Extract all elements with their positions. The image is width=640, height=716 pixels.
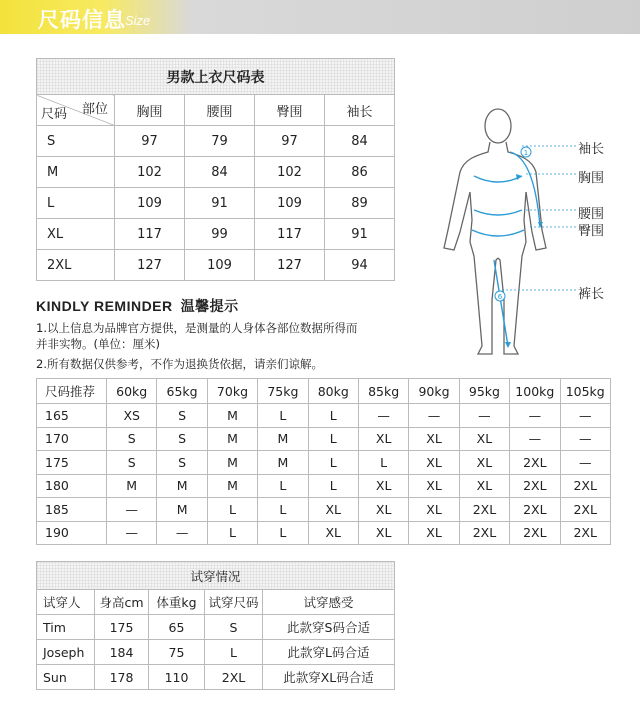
recommend-cell: L: [308, 427, 358, 451]
weight-header: 95kg: [459, 379, 509, 404]
recommend-cell: —: [107, 521, 157, 545]
size-label: XL: [37, 219, 115, 250]
recommend-cell: L: [207, 521, 257, 545]
recommend-row: [37, 521, 611, 545]
marker-1-text: 1: [523, 149, 529, 157]
try-on-cell: 2XL: [205, 665, 263, 690]
size-column-header: 臀围: [255, 95, 325, 126]
recommend-cell: S: [107, 451, 157, 475]
weight-header: 60kg: [107, 379, 157, 404]
size-label: S: [37, 126, 115, 157]
recommend-cell: S: [107, 427, 157, 451]
recommend-cell: M: [107, 474, 157, 498]
recommend-cell: XL: [409, 451, 459, 475]
try-on-cell: 184: [95, 640, 149, 665]
reminder-note-1a: 1.以上信息为品牌官方提供，是测量的人身体各部位数据所得而: [36, 321, 358, 335]
recommend-cell: M: [207, 427, 257, 451]
size-value: 84: [325, 126, 395, 157]
try-on-cell: L: [205, 640, 263, 665]
size-value: 102: [115, 157, 185, 188]
size-value: 127: [255, 250, 325, 281]
recommend-cell: XS: [107, 404, 157, 428]
try-on-cell: 65: [149, 615, 205, 640]
recommend-cell: L: [258, 474, 308, 498]
recommend-cell: M: [258, 451, 308, 475]
recommend-cell: S: [157, 451, 207, 475]
recommend-cell: 2XL: [560, 521, 610, 545]
reminder-note-2: 2.所有数据仅供参考，不作为退换货依据，请亲们谅解。: [36, 357, 323, 371]
recommend-cell: —: [107, 498, 157, 522]
recommend-cell: —: [459, 404, 509, 428]
recommend-cell: XL: [308, 498, 358, 522]
try-on-cell: 110: [149, 665, 205, 690]
try-on-cell: 175: [95, 615, 149, 640]
recommend-row: [37, 451, 611, 475]
size-value: 97: [115, 126, 185, 157]
weight-header: 100kg: [510, 379, 560, 404]
size-column-header: 胸围: [115, 95, 185, 126]
recommend-cell: 2XL: [560, 498, 610, 522]
reminder-heading: [36, 296, 239, 316]
corner-part-label: 部位: [81, 102, 108, 117]
weight-header: 80kg: [308, 379, 358, 404]
size-value: 109: [185, 250, 255, 281]
height-label: 165: [37, 404, 107, 428]
section-header: [0, 0, 640, 34]
recommend-cell: —: [510, 427, 560, 451]
recommend-cell: —: [560, 427, 610, 451]
recommend-cell: XL: [459, 427, 509, 451]
size-row: [37, 219, 395, 250]
reminder-title-zh: 温馨提示: [180, 299, 239, 315]
label-waist: 腰围: [578, 207, 605, 222]
size-row: [37, 157, 395, 188]
weight-header: 85kg: [358, 379, 408, 404]
reminder-title-en: KINDLY REMINDER: [36, 298, 173, 314]
recommend-cell: M: [207, 451, 257, 475]
size-value: 117: [115, 219, 185, 250]
size-chart-corner: [37, 95, 115, 126]
recommend-cell: M: [157, 498, 207, 522]
recommend-row: [37, 498, 611, 522]
height-label: 175: [37, 451, 107, 475]
size-value: 102: [255, 157, 325, 188]
recommend-cell: L: [358, 451, 408, 475]
height-label: 185: [37, 498, 107, 522]
body-measurement-figure: [430, 100, 640, 370]
try-on-cell: S: [205, 615, 263, 640]
try-on-table: [36, 561, 395, 690]
size-row: [37, 250, 395, 281]
try-on-cell: Tim: [37, 615, 95, 640]
recommend-cell: 2XL: [510, 498, 560, 522]
size-chart-caption: 男款上衣尺码表: [37, 59, 395, 95]
try-on-row: [37, 665, 395, 690]
marker-6-text: 6: [497, 293, 503, 301]
size-recommendation-table: [36, 378, 611, 545]
recommend-cell: XL: [358, 474, 408, 498]
weight-header: 105kg: [560, 379, 610, 404]
recommend-cell: 2XL: [510, 474, 560, 498]
recommend-row: [37, 427, 611, 451]
label-hip: 臀围: [578, 224, 605, 239]
size-row: [37, 126, 395, 157]
height-label: 180: [37, 474, 107, 498]
recommend-cell: XL: [409, 474, 459, 498]
size-value: 127: [115, 250, 185, 281]
label-sleeve-length: 袖长: [578, 142, 605, 157]
size-value: 79: [185, 126, 255, 157]
recommend-cell: XL: [308, 521, 358, 545]
try-on-header: 试穿感受: [263, 590, 395, 615]
recommend-cell: L: [308, 404, 358, 428]
try-on-header: 试穿人: [37, 590, 95, 615]
recommend-cell: XL: [409, 521, 459, 545]
height-label: 170: [37, 427, 107, 451]
size-value: 84: [185, 157, 255, 188]
recommend-cell: M: [258, 427, 308, 451]
try-on-header: 试穿尺码: [205, 590, 263, 615]
recommend-cell: S: [157, 404, 207, 428]
height-label: 190: [37, 521, 107, 545]
try-on-row: [37, 640, 395, 665]
corner-size-label: 尺码: [41, 107, 68, 122]
weight-header: 90kg: [409, 379, 459, 404]
recommend-cell: —: [560, 451, 610, 475]
size-value: 91: [185, 188, 255, 219]
recommend-cell: L: [308, 451, 358, 475]
size-value: 109: [255, 188, 325, 219]
recommend-cell: XL: [459, 474, 509, 498]
weight-header: 70kg: [207, 379, 257, 404]
size-value: 97: [255, 126, 325, 157]
recommend-cell: M: [157, 474, 207, 498]
try-on-cell: 此款穿L码合适: [263, 640, 395, 665]
recommend-cell: 2XL: [459, 521, 509, 545]
recommend-cell: 2XL: [560, 474, 610, 498]
size-column-header: 腰围: [185, 95, 255, 126]
size-value: 86: [325, 157, 395, 188]
recommend-cell: —: [560, 404, 610, 428]
try-on-cell: 178: [95, 665, 149, 690]
label-chest: 胸围: [578, 171, 605, 186]
size-value: 117: [255, 219, 325, 250]
recommend-cell: —: [157, 521, 207, 545]
size-value: 91: [325, 219, 395, 250]
try-on-row: [37, 615, 395, 640]
body-outline-illustration: [430, 100, 640, 370]
label-pants-length: 裤长: [578, 287, 605, 302]
recommend-cell: —: [510, 404, 560, 428]
recommend-cell: L: [258, 521, 308, 545]
weight-header: 65kg: [157, 379, 207, 404]
recommend-cell: XL: [409, 427, 459, 451]
recommend-cell: L: [308, 474, 358, 498]
try-on-header: 体重kg: [149, 590, 205, 615]
size-value: 109: [115, 188, 185, 219]
size-value: 94: [325, 250, 395, 281]
size-column-header: 袖长: [325, 95, 395, 126]
recommend-cell: XL: [358, 498, 408, 522]
try-on-header: 身高cm: [95, 590, 149, 615]
try-on-caption: 试穿情况: [37, 562, 395, 590]
section-title: 尺码信息: [38, 8, 126, 32]
try-on-cell: 此款穿S码合适: [263, 615, 395, 640]
reminder-note-1b: 并非实物。(单位：厘米): [36, 337, 160, 351]
recommend-cell: XL: [358, 521, 408, 545]
size-value: 99: [185, 219, 255, 250]
size-row: [37, 188, 395, 219]
size-label: 2XL: [37, 250, 115, 281]
recommend-cell: —: [409, 404, 459, 428]
try-on-cell: Joseph: [37, 640, 95, 665]
recommend-cell: 2XL: [510, 451, 560, 475]
size-chart-table: [36, 58, 395, 281]
recommend-cell: 2XL: [510, 521, 560, 545]
section-subtitle: Size: [125, 13, 151, 28]
try-on-cell: 75: [149, 640, 205, 665]
recommend-cell: XL: [459, 451, 509, 475]
size-value: 89: [325, 188, 395, 219]
recommend-cell: M: [207, 404, 257, 428]
recommend-cell: L: [258, 404, 308, 428]
recommend-cell: 2XL: [459, 498, 509, 522]
size-label: L: [37, 188, 115, 219]
try-on-cell: 此款穿XL码合适: [263, 665, 395, 690]
recommend-cell: XL: [409, 498, 459, 522]
size-label: M: [37, 157, 115, 188]
recommend-cell: S: [157, 427, 207, 451]
recommend-cell: —: [358, 404, 408, 428]
recommend-cell: XL: [358, 427, 408, 451]
recommend-cell: M: [207, 474, 257, 498]
recommend-corner: 尺码推荐: [37, 379, 107, 404]
recommend-row: [37, 474, 611, 498]
weight-header: 75kg: [258, 379, 308, 404]
recommend-cell: L: [207, 498, 257, 522]
try-on-cell: Sun: [37, 665, 95, 690]
recommend-row: [37, 404, 611, 428]
recommend-cell: L: [258, 498, 308, 522]
